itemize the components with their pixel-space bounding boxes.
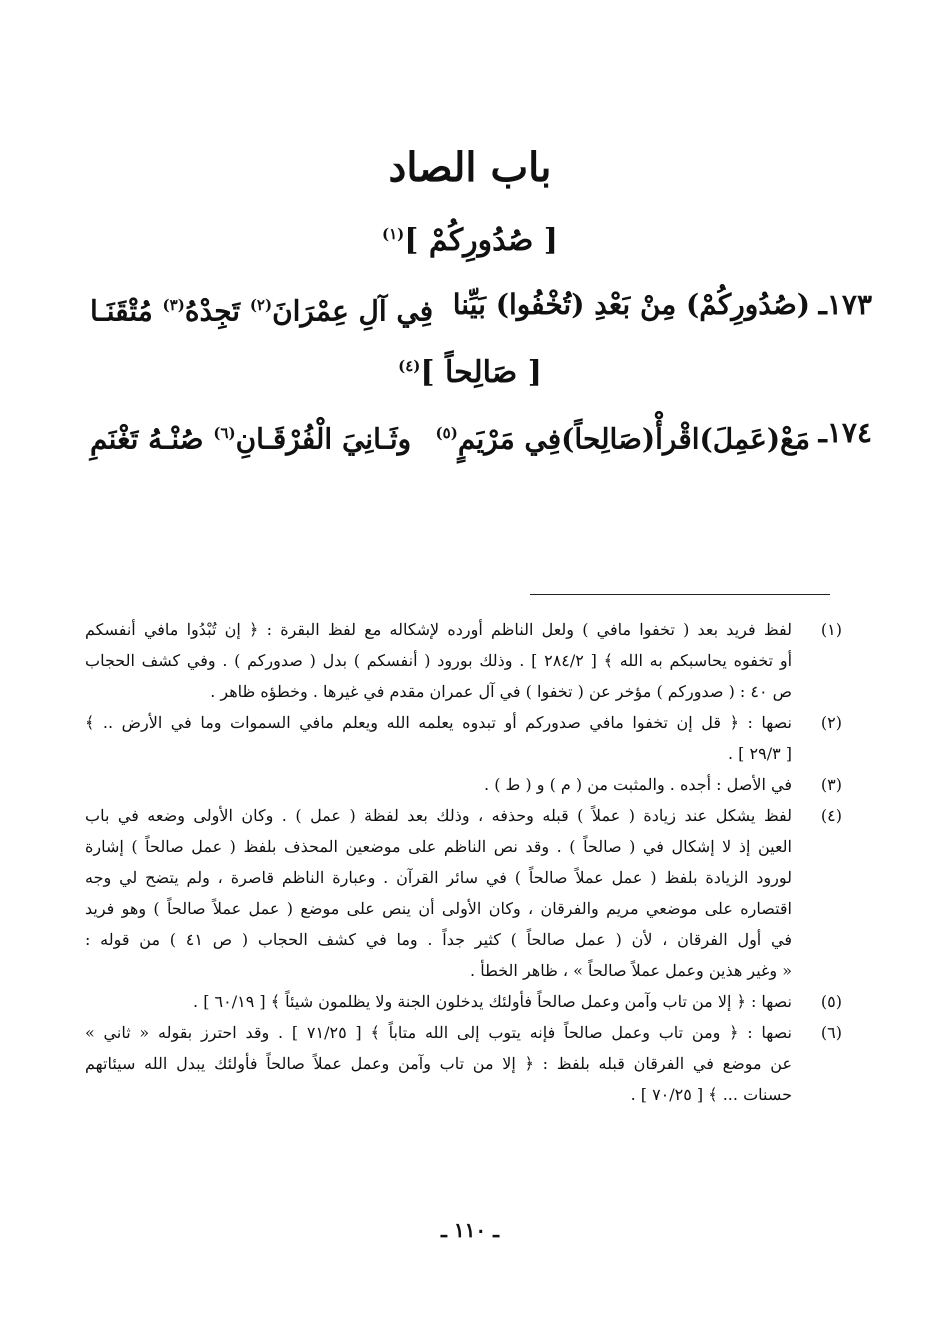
footnote-line: لفظ فريد بعد ( تخفوا مافي ) ولعل الناظم أورده لإشكاله مع لفظ البقرة : ﴿ إن تُبْدُوا مافي أنفسكم xyxy=(85,620,792,639)
verse-second-hemistich xyxy=(90,408,411,464)
footnote-line: [ ٢٩/٣ ] . xyxy=(728,744,792,763)
page-number: ـ ١١٠ ـ xyxy=(441,1218,499,1242)
footnote-separator xyxy=(530,594,830,595)
footnote-line: نصها : ﴿ إلا من تاب وآمن وعمل صالحاً فأولئك يدخلون الجنة ولا يظلمون شيئاً ﴾ [ ٦٠/١٩ ] . xyxy=(193,992,792,1011)
footnote-2 xyxy=(85,707,842,769)
footnote-line: لورود الزيادة بلفظ ( عمل عملاً صالحاً ) في سائر القرآن . وعبارة الناظم قاصرة ، ولم يتضح لي وجه xyxy=(85,868,792,887)
footnote-line: « وغير هذين وعمل عملاً صالحاً » ، ظاهر الخطأ . xyxy=(470,961,792,980)
footnote-3 xyxy=(85,769,842,800)
footnotes xyxy=(85,614,842,1110)
footnote-number: (٢) xyxy=(820,713,842,732)
verse-173 xyxy=(90,280,872,330)
footnote-line: نصها : ﴿ ومن تاب وعمل صالحاً فإنه يتوب إلى الله متاباً ﴾ [ ٧١/٢٥ ] . وقد احترز بقوله « ثاني » xyxy=(85,1023,793,1042)
footnote-number: (١) xyxy=(820,620,842,639)
hemistich-text: مَعْ(عَمِلَ)اقْرأْ(صَالِحاً)فِي مَرْيَمٍ xyxy=(457,422,810,456)
footnote-1 xyxy=(85,614,842,707)
footnote-line: اقتصاره على موضعي مريم والفرقان ، وكان الأولى أن ينص على موضع ( عمل عملاً صالحاً ) وهو فريد xyxy=(85,899,792,918)
footnote-line: ص ٤٠ : ( صدوركم ) مؤخر عن ( تخفوا ) في آل عمران مقدم في غيرها . وخطؤه ظاهر . xyxy=(210,682,792,701)
footnote-line: في الأصل : أجده . والمثبت من ( م ) و ( ط ) . xyxy=(484,775,792,794)
footnote-5 xyxy=(85,986,842,1017)
hemistich-text: مُتْقَنَـا xyxy=(90,294,163,328)
verse-second-hemistich xyxy=(90,280,433,336)
footnote-line: أو تخفوه يحاسبكم به الله ﴾ [ ٢٨٤/٢ ] . وذلك بورود ( أنفسكم ) بدل ( صدوركم ) . وفي كشف الحجاب xyxy=(85,651,793,670)
section-heading-salihan xyxy=(0,344,940,395)
footnote-number: (٣) xyxy=(820,775,842,794)
footnote-ref: (٥) xyxy=(435,424,458,442)
footnote-ref: (٣) xyxy=(162,296,185,314)
footnote-line: عن موضع في الفرقان قبله بلفظ : ﴿ إلا من تاب وآمن وعمل عملاً صالحاً فأولئك يبدل الله سيئاتهم xyxy=(85,1054,792,1073)
hemistich-text: فِي آلِ عِمْرَانَ xyxy=(272,294,434,328)
verse-first-hemistich xyxy=(436,408,810,464)
verse-number: ١٧٣ـ xyxy=(818,288,872,321)
footnote-line: في أول الفرقان ، لأن ( عمل صالحاً ) كثير جداً . وما في كشف الحجاب ( ص ٤١ ) من قوله : xyxy=(85,930,792,949)
hemistich-text: تَجِدْهُ xyxy=(184,294,250,328)
footnote-number: (٥) xyxy=(820,992,842,1011)
footnote-line: حسنات ... ﴾ [ ٧٠/٢٥ ] . xyxy=(630,1085,792,1104)
verse-first-hemistich: (صُدُورِكُمْ) مِنْ بَعْدِ (تُخْفُوا) بَيِّنا xyxy=(452,288,810,321)
footnote-number: (٦) xyxy=(820,1023,842,1042)
verse-174 xyxy=(90,408,872,458)
chapter-title: باب الصاد xyxy=(388,144,552,191)
footnote-ref: (٤) xyxy=(398,357,421,375)
verse-number: ١٧٤ـ xyxy=(818,416,872,449)
footnote-line: نصها : ﴿ قل إن تخفوا مافي صدوركم أو تبدوه يعلمه الله ويعلم مافي السموات وما في الأرض .. ﴾ xyxy=(85,713,792,732)
footnote-ref: (١) xyxy=(381,225,405,243)
section-heading-text: [ صُدُورِكُمْ ] xyxy=(404,223,558,258)
section-heading-text: [ صَالِحاً ] xyxy=(420,355,542,390)
footnote-line: العين إذ لا إشكال في ( صالحاً ) . وقد نص الناظم على موضعين المحذف بلفظ ( عمل صالحاً ) إشارة xyxy=(85,837,792,856)
footnote-line: لفظ يشكل عند زيادة ( عملاً ) قبله وحذفه ، وذلك بعد لفظة ( عمل ) . وكان الأولى وضعه في باب xyxy=(85,806,792,825)
footnote-4 xyxy=(85,800,842,986)
section-heading-sudurikum xyxy=(0,212,940,263)
footnote-6 xyxy=(85,1017,842,1110)
footnote-ref: (٦) xyxy=(213,424,236,442)
footnote-number: (٤) xyxy=(820,806,842,825)
footnote-ref: (٢) xyxy=(249,296,273,314)
hemistich-text: وثَـانِيَ الْفُرْقَـانِ xyxy=(235,422,412,456)
hemistich-text: صُنْـهُ تَغْنَمِ xyxy=(90,422,214,456)
